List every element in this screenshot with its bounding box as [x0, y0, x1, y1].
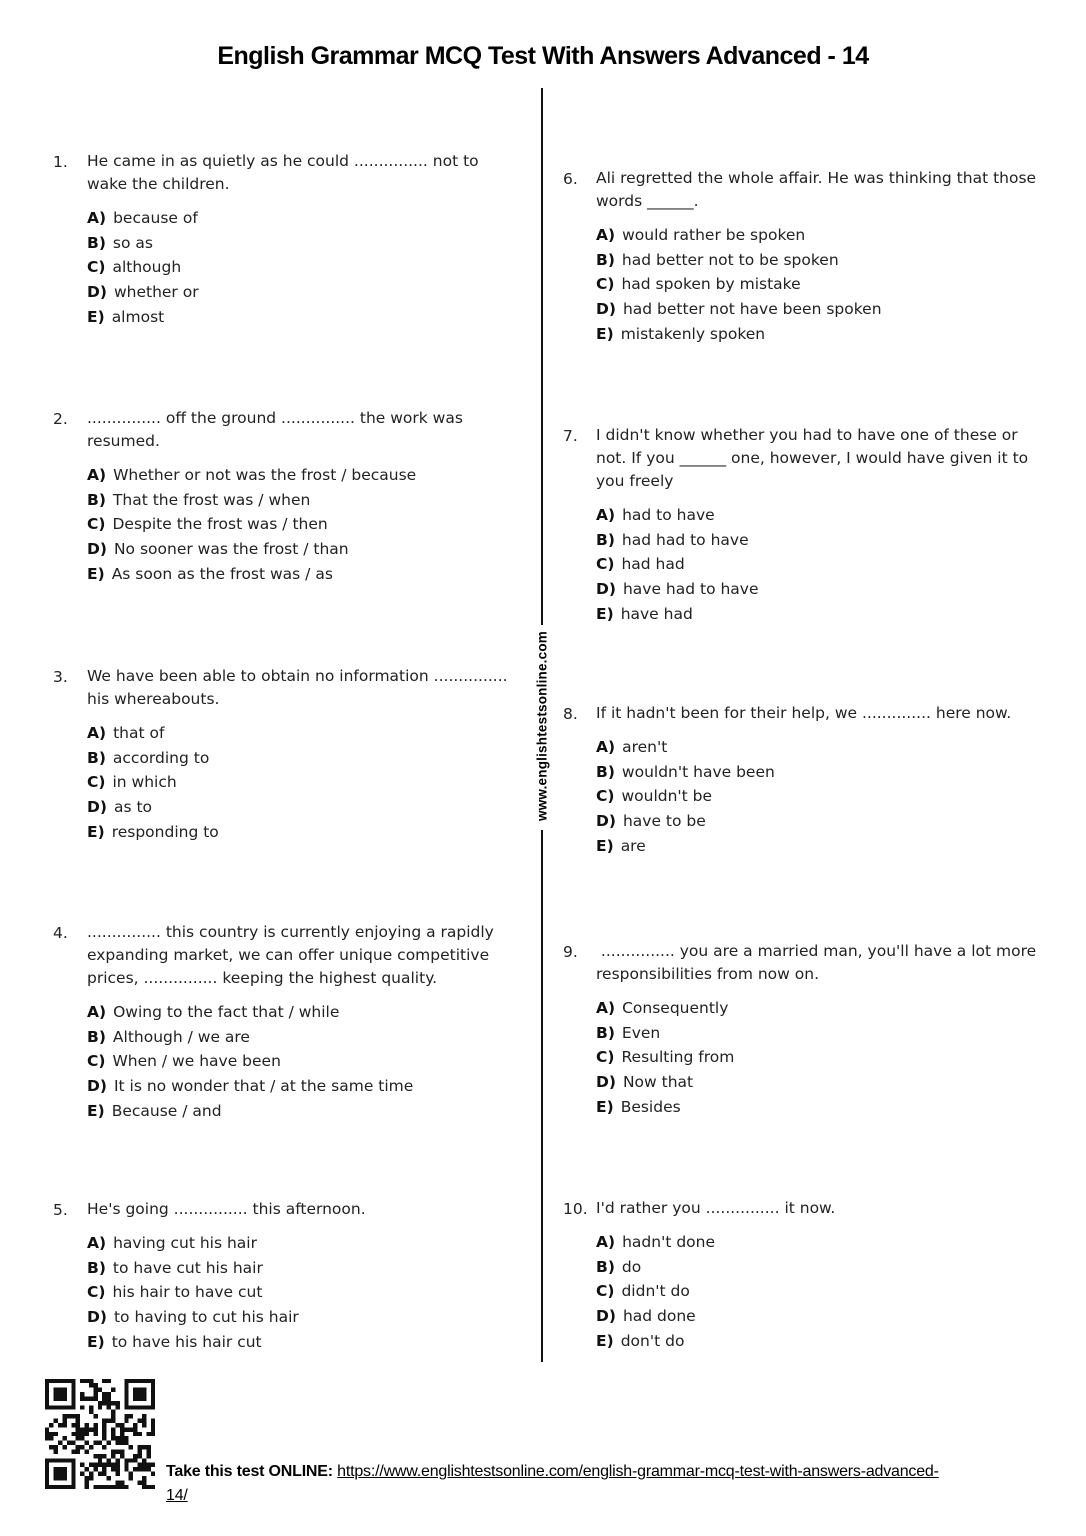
option-letter: A)	[596, 738, 616, 756]
option-row	[87, 1330, 523, 1355]
option-text: his hair to have cut	[112, 1283, 263, 1302]
question-number: 5.	[53, 1201, 68, 1219]
option-row	[87, 746, 523, 771]
option-letter: E)	[87, 1101, 105, 1120]
option-text: to having to cut his hair	[113, 1308, 299, 1327]
option-text: to have cut his hair	[112, 1258, 263, 1277]
option-row	[87, 1280, 523, 1305]
option-row	[87, 1099, 523, 1124]
option-row	[596, 1070, 1038, 1095]
option-row	[596, 1304, 1038, 1329]
option-letter: C)	[87, 1052, 106, 1071]
option-row	[87, 255, 523, 280]
option-text: hadn't done	[622, 1233, 716, 1251]
option-text: When / we have been	[112, 1052, 281, 1071]
question-text: We have been able to obtain no information ............... his whereabouts.	[87, 667, 508, 708]
option-text: didn't do	[621, 1282, 690, 1301]
question-3	[53, 665, 523, 845]
option-letter: B)	[596, 762, 615, 781]
option-row	[596, 834, 1038, 859]
qr-code	[36, 1370, 164, 1498]
option-row	[596, 1095, 1038, 1120]
option-row	[596, 760, 1038, 785]
option-text: Despite the frost was / then	[112, 515, 328, 534]
question-1	[53, 150, 523, 330]
option-row	[596, 1279, 1038, 1304]
option-letter: E)	[596, 604, 614, 623]
option-letter: D)	[87, 540, 107, 559]
option-letter: D)	[596, 300, 616, 319]
option-text: had better not have been spoken	[622, 300, 882, 319]
option-text: had had	[621, 555, 685, 574]
options-list	[596, 735, 1038, 859]
option-text: had spoken by mistake	[621, 275, 801, 294]
option-letter: C)	[596, 1048, 615, 1067]
option-row	[596, 809, 1038, 834]
question-5	[53, 1198, 523, 1355]
option-letter: B)	[596, 1023, 615, 1042]
option-text: mistakenly spoken	[620, 324, 766, 343]
column-divider-top	[541, 88, 543, 625]
option-text: have to be	[622, 812, 706, 831]
option-letter: E)	[87, 822, 105, 841]
option-row	[596, 1021, 1038, 1046]
option-row	[596, 297, 1038, 322]
option-row	[87, 231, 523, 256]
question-number: 9.	[563, 943, 578, 961]
option-text: in which	[112, 773, 177, 792]
site-watermark: www.englishtestsonline.com	[534, 631, 550, 821]
option-row	[87, 463, 523, 488]
question-number: 7.	[563, 427, 578, 445]
option-text: Because / and	[111, 1101, 222, 1120]
question-6	[563, 167, 1038, 347]
option-letter: A)	[87, 1234, 107, 1252]
option-text: Consequently	[622, 999, 729, 1017]
option-text: Resulting from	[621, 1048, 735, 1067]
option-text: because of	[113, 209, 198, 227]
option-text: Now that	[622, 1073, 694, 1092]
option-letter: E)	[87, 564, 105, 583]
option-row	[87, 512, 523, 537]
option-row	[87, 280, 523, 305]
option-letter: D)	[596, 812, 616, 831]
option-letter: C)	[87, 1283, 106, 1302]
option-row	[596, 322, 1038, 347]
option-letter: D)	[596, 1307, 616, 1326]
options-list	[87, 463, 523, 587]
question-9	[563, 940, 1038, 1120]
question-text: ............... off the ground ............... the work was resumed.	[87, 409, 463, 450]
option-row	[596, 528, 1038, 553]
option-row	[596, 996, 1038, 1021]
question-text: He's going ............... this afternoon.	[87, 1200, 366, 1218]
option-letter: E)	[87, 307, 105, 326]
option-text: have had to have	[622, 580, 759, 599]
option-text: It is no wonder that / at the same time	[113, 1077, 414, 1096]
option-letter: E)	[596, 836, 614, 855]
option-row	[87, 721, 523, 746]
option-row	[87, 562, 523, 587]
option-row	[87, 1049, 523, 1074]
option-letter: C)	[87, 258, 106, 277]
option-row	[87, 1074, 523, 1099]
column-divider-bottom	[541, 830, 543, 1362]
question-8	[563, 702, 1038, 859]
options-list	[596, 1230, 1038, 1354]
option-letter: E)	[596, 324, 614, 343]
option-row	[596, 552, 1038, 577]
option-text: Even	[621, 1023, 661, 1042]
option-text: Owing to the fact that / while	[113, 1003, 340, 1021]
question-number: 4.	[53, 924, 68, 942]
options-list	[87, 1231, 523, 1355]
option-letter: A)	[596, 226, 616, 244]
options-list	[596, 223, 1038, 347]
question-number: 2.	[53, 410, 68, 428]
option-letter: A)	[87, 209, 107, 227]
option-row	[596, 784, 1038, 809]
option-row	[87, 206, 523, 231]
question-4	[53, 921, 523, 1124]
question-text: I'd rather you ............... it now.	[596, 1199, 836, 1217]
option-row	[87, 770, 523, 795]
option-row	[596, 272, 1038, 297]
option-text: had better not to be spoken	[621, 250, 839, 269]
option-letter: C)	[596, 275, 615, 294]
option-text: wouldn't have been	[621, 762, 775, 781]
option-text: having cut his hair	[113, 1234, 257, 1252]
option-letter: D)	[596, 1073, 616, 1092]
option-text: almost	[111, 307, 165, 326]
option-row	[87, 1305, 523, 1330]
option-letter: D)	[87, 798, 107, 817]
option-letter: B)	[596, 1257, 615, 1276]
option-text: that of	[113, 724, 165, 742]
option-text: according to	[112, 748, 210, 767]
option-text: That the frost was / when	[112, 490, 311, 509]
option-letter: C)	[87, 515, 106, 534]
option-row	[87, 795, 523, 820]
option-text: had done	[622, 1307, 696, 1326]
option-text: would rather be spoken	[622, 226, 806, 244]
option-row	[87, 488, 523, 513]
footer-cta	[166, 1460, 958, 1508]
option-letter: B)	[596, 530, 615, 549]
option-letter: A)	[87, 1003, 107, 1021]
option-letter: B)	[87, 1027, 106, 1046]
option-text: are	[620, 836, 646, 855]
option-text: so as	[112, 233, 153, 252]
page-title: English Grammar MCQ Test With Answers Advanced - 14	[217, 42, 869, 70]
question-10	[563, 1197, 1038, 1354]
footer-cta-label: Take this test ONLINE:	[166, 1463, 333, 1480]
question-text: If it hadn't been for their help, we .............. here now.	[596, 704, 1012, 722]
option-letter: E)	[596, 1097, 614, 1116]
option-letter: C)	[596, 555, 615, 574]
option-row	[87, 1256, 523, 1281]
question-number: 8.	[563, 705, 578, 723]
option-letter: C)	[596, 787, 615, 806]
option-row	[596, 1329, 1038, 1354]
option-row	[596, 1230, 1038, 1255]
option-text: to have his hair cut	[111, 1332, 262, 1351]
option-text: Besides	[620, 1097, 681, 1116]
option-row	[596, 503, 1038, 528]
option-text: as to	[113, 798, 153, 817]
option-text: No sooner was the frost / than	[113, 540, 349, 559]
option-text: responding to	[111, 822, 219, 841]
option-letter: E)	[87, 1332, 105, 1351]
option-letter: A)	[596, 506, 616, 524]
option-text: had to have	[622, 506, 715, 524]
option-letter: D)	[87, 1308, 107, 1327]
option-row	[87, 1000, 523, 1025]
question-number: 1.	[53, 153, 68, 171]
option-row	[596, 735, 1038, 760]
option-letter: D)	[87, 1077, 107, 1096]
options-list	[596, 996, 1038, 1120]
option-row	[87, 305, 523, 330]
option-row	[596, 1045, 1038, 1070]
option-text: whether or	[113, 283, 199, 302]
option-text: don't do	[620, 1331, 685, 1350]
option-row	[596, 223, 1038, 248]
option-letter: C)	[596, 1282, 615, 1301]
question-2	[53, 407, 523, 587]
option-letter: A)	[596, 999, 616, 1017]
question-text: ............... this country is currently enjoying a rapidly expanding market, we can offer unique competitive prices, ............... keeping the highest quality.	[87, 923, 494, 987]
option-row	[87, 1025, 523, 1050]
option-letter: B)	[87, 233, 106, 252]
options-list	[596, 503, 1038, 627]
option-row	[87, 820, 523, 845]
option-text: have had	[620, 604, 693, 623]
question-number: 6.	[563, 170, 578, 188]
question-text: I didn't know whether you had to have one of these or not. If you ______ one, however, I would have given it to you freely	[596, 426, 1029, 490]
option-row	[596, 1255, 1038, 1280]
option-text: although	[112, 258, 182, 277]
question-number: 3.	[53, 668, 68, 686]
option-text: wouldn't be	[621, 787, 713, 806]
option-letter: B)	[87, 1258, 106, 1277]
question-7	[563, 424, 1038, 627]
option-row	[596, 248, 1038, 273]
options-list	[87, 206, 523, 330]
option-letter: B)	[596, 250, 615, 269]
option-text: Although / we are	[112, 1027, 250, 1046]
option-row	[87, 537, 523, 562]
options-list	[87, 1000, 523, 1124]
option-text: As soon as the frost was / as	[111, 564, 333, 583]
option-letter: D)	[596, 580, 616, 599]
option-letter: A)	[87, 724, 107, 742]
option-text: aren't	[622, 738, 668, 756]
footer-link[interactable]: https://www.englishtestsonline.com/english-grammar-mcq-test-with-answers-advanced-14/	[166, 1463, 939, 1504]
option-letter: E)	[596, 1331, 614, 1350]
option-row	[87, 1231, 523, 1256]
option-letter: C)	[87, 773, 106, 792]
question-text: He came in as quietly as he could ............... not to wake the children.	[87, 152, 479, 193]
option-letter: B)	[87, 490, 106, 509]
option-row	[596, 577, 1038, 602]
options-list	[87, 721, 523, 845]
option-text: had had to have	[621, 530, 749, 549]
option-letter: A)	[596, 1233, 616, 1251]
question-text: Ali regretted the whole affair. He was thinking that those words ______.	[596, 169, 1037, 210]
option-text: do	[621, 1257, 642, 1276]
option-letter: D)	[87, 283, 107, 302]
question-number: 10.	[563, 1200, 588, 1218]
option-letter: B)	[87, 748, 106, 767]
option-text: Whether or not was the frost / because	[113, 466, 417, 484]
option-letter: A)	[87, 466, 107, 484]
option-row	[596, 602, 1038, 627]
question-text: ............... you are a married man, you'll have a lot more responsibilities from now on.	[596, 942, 1037, 983]
